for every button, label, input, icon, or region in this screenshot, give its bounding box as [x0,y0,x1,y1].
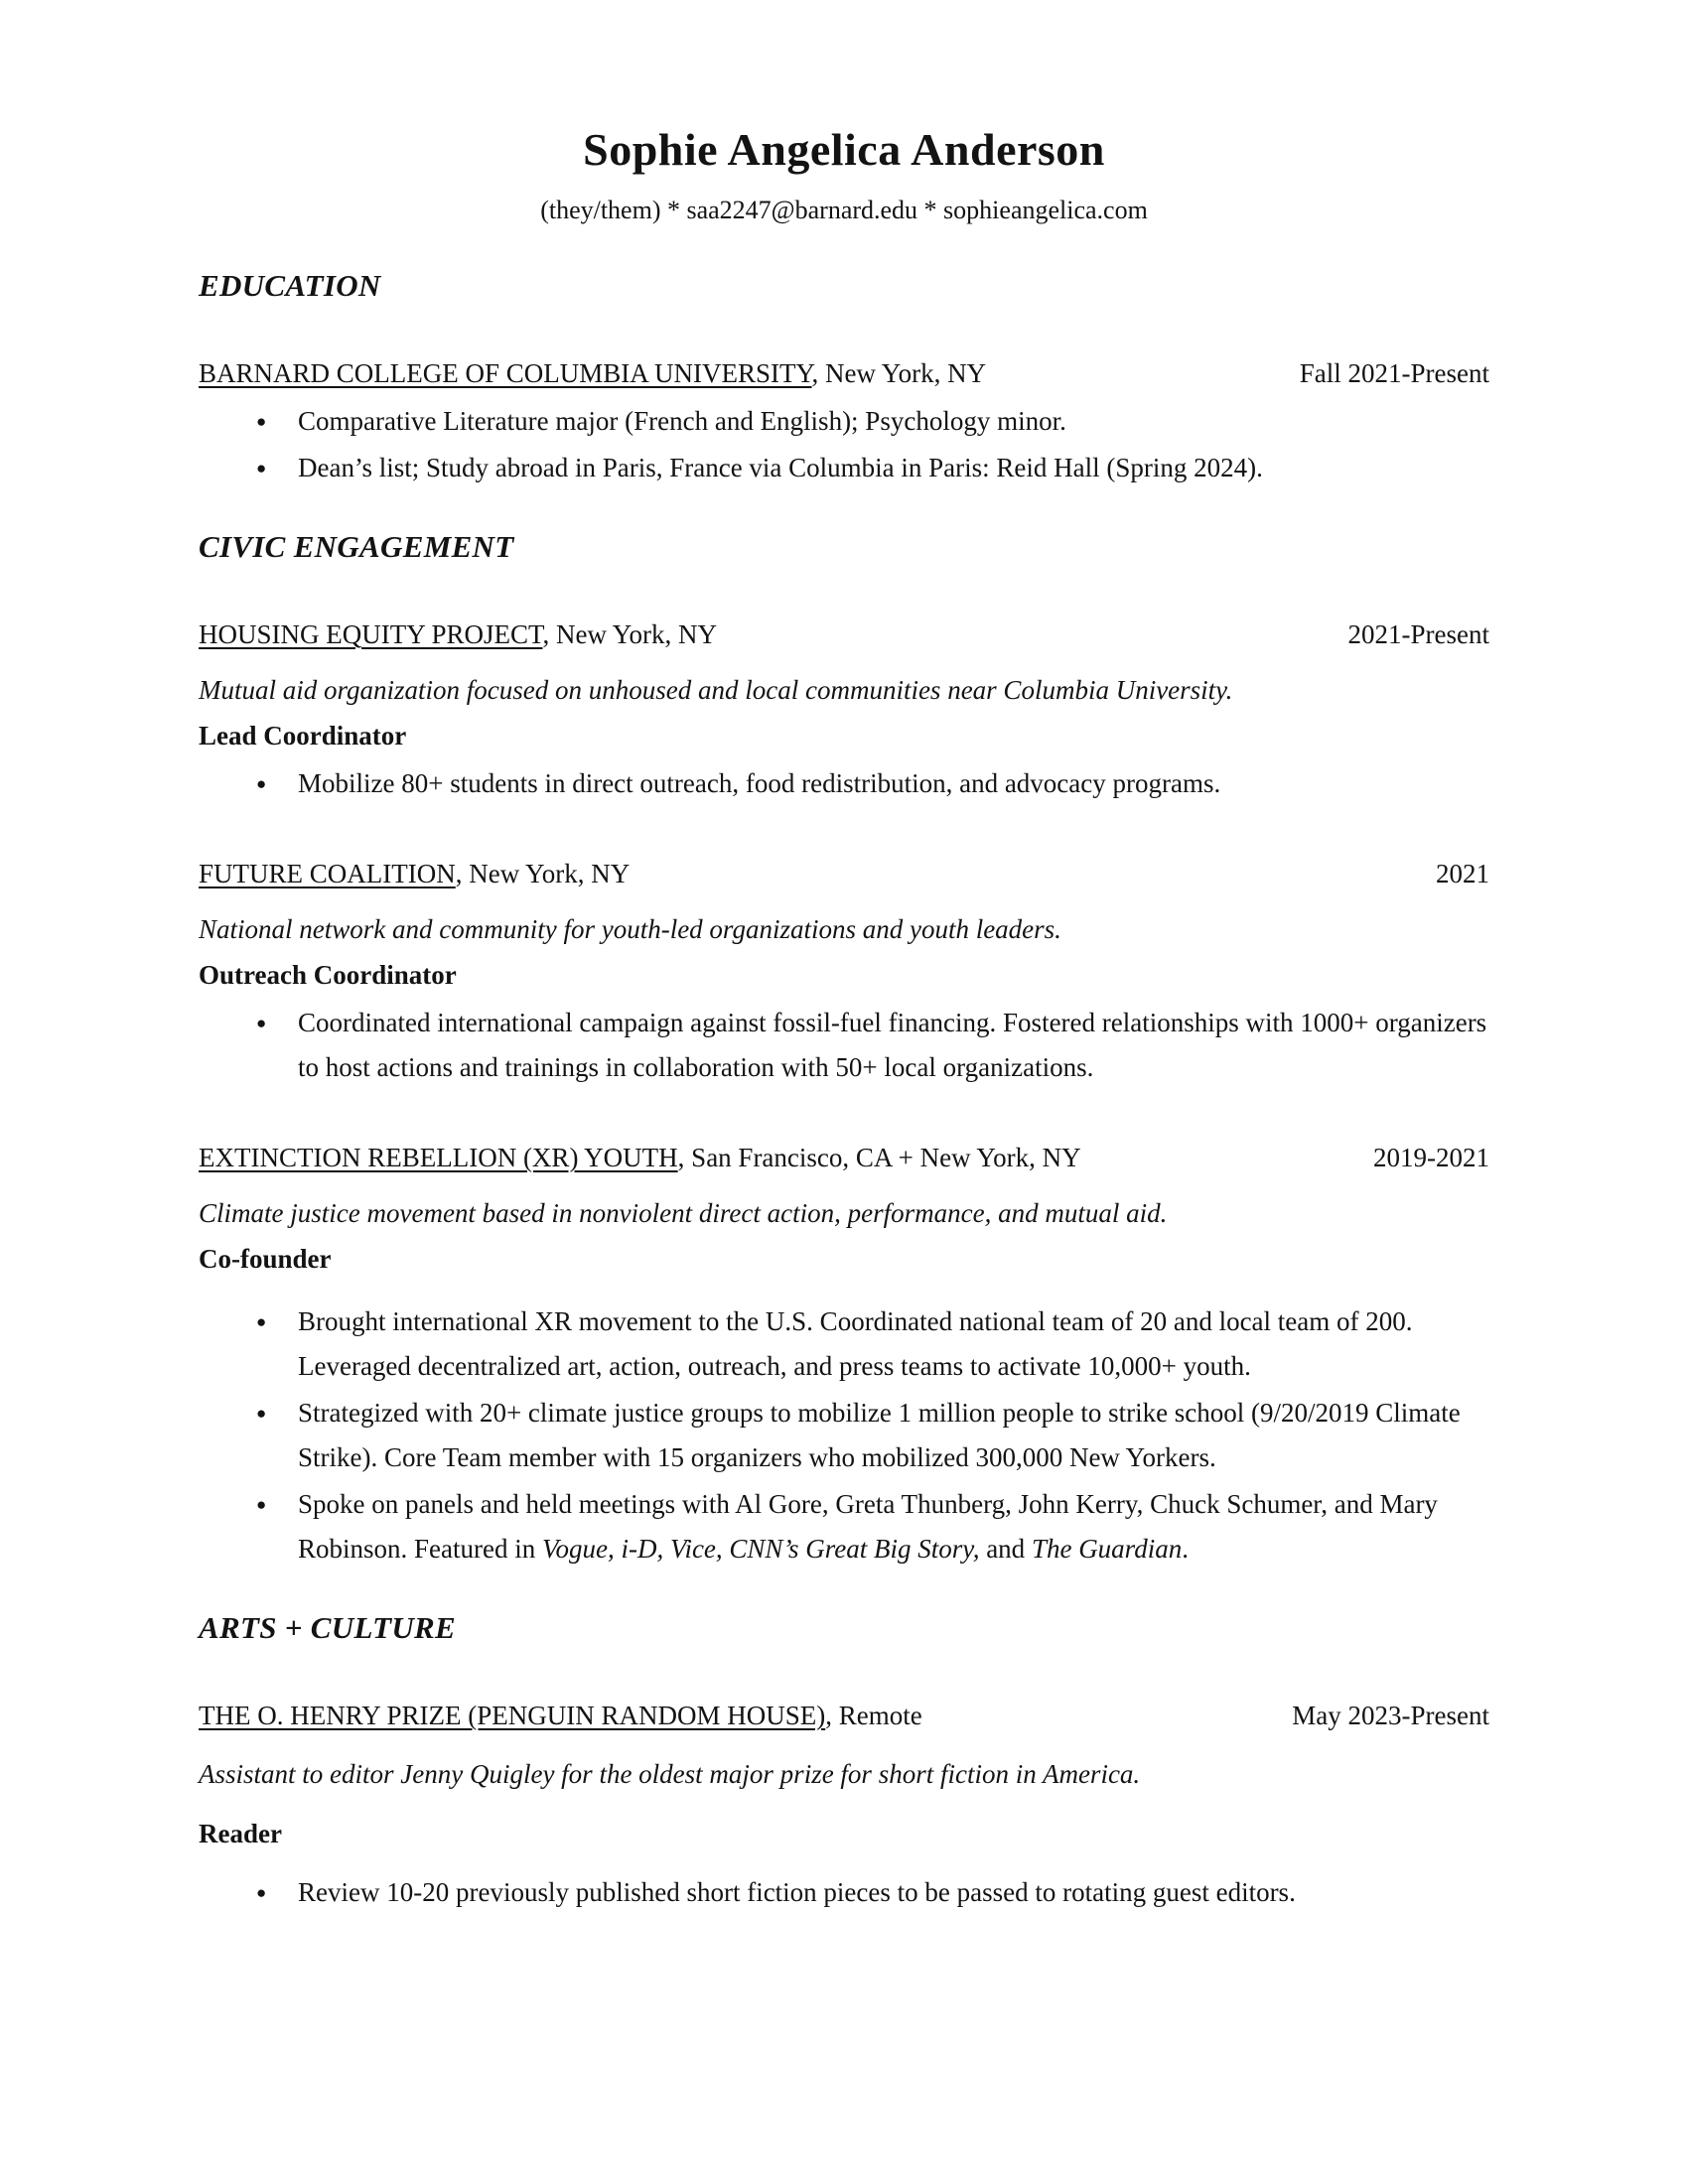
bullet-item: ● Review 10-20 previously published short fiction pieces to be passed to rotating guest editors. [199,1870,1489,1915]
entry-header [199,1136,1489,1180]
org-name: THE O. HENRY PRIZE (PENGUIN RANDOM HOUSE) [199,1701,826,1731]
org-name: BARNARD COLLEGE OF COLUMBIA UNIVERSITY [199,357,812,388]
bullet-italic-segment: Vogue, i-D, Vice, CNN’s Great Big Story, [541,1533,980,1564]
person-name: Sophie Angelica Anderson [583,124,1105,175]
org-location: , New York, NY [455,858,631,888]
section-heading-education: EDUCATION [199,267,381,303]
entry-future-coalition [199,852,1489,1090]
org-line [199,351,1270,396]
entry-date: May 2023-Present [1292,1701,1489,1731]
section-heading-arts-culture: ARTS + CULTURE [199,1609,457,1645]
bullet-item [199,1482,1489,1571]
contact-line: (they/them) * saa2247@barnard.edu * sophieangelica.com [540,195,1148,224]
bullet-list [199,399,1489,490]
org-location: , New York, NY [542,618,718,649]
entry-date: 2021-Present [1347,618,1489,649]
bullet-item: ● Comparative Literature major (French and English); Psychology minor. [199,399,1489,444]
bullet-item: ● Strategized with 20+ climate justice groups to mobilize 1 million people to strike school (9/20/2019 Climate Strike). Core Team member with 15 organizers who mobilized 300,000 New Yorkers. [199,1391,1489,1480]
org-line [199,613,1319,657]
entry-date: Fall 2021-Present [1299,357,1489,388]
entry-description: National network and community for youth-led organizations and youth leaders. [199,913,1061,944]
resume-header [199,121,1489,229]
entry-header [199,1694,1489,1738]
entry-o-henry-prize [199,1694,1489,1915]
entry-barnard [199,351,1489,490]
bullet-list [199,1299,1489,1571]
org-line [199,1136,1343,1180]
org-location: , Remote [825,1701,922,1731]
entry-header [199,613,1489,657]
entry-date: 2021 [1436,858,1489,888]
bullet-text-segment: . [1182,1533,1189,1564]
entry-date: 2019-2021 [1373,1142,1489,1172]
org-location: , New York, NY [811,357,987,388]
bullet-list [199,1001,1489,1090]
entry-header [199,852,1489,896]
entry-role: Reader [199,1819,282,1849]
entry-role: Outreach Coordinator [199,959,457,990]
bullet-item: ● Dean’s list; Study abroad in Paris, France via Columbia in Paris: Reid Hall (Spring 2024). [199,446,1489,490]
bullet-item: ● Coordinated international campaign against fossil-fuel financing. Fostered relationships with 1000+ organizers to host actions and trainings in collaboration with 50+ local organizations. [199,1001,1489,1090]
section-civic-engagement [199,528,1489,1571]
bullet-text-segment: Spoke on panels and held meetings with Al Gore, Greta Thunberg, John Kerry, Chuck Schumer, and Mary Robinson. Featured in [298,1488,1438,1564]
bullet-italic-segment: The Guardian [1031,1533,1183,1564]
org-name: EXTINCTION REBELLION (XR) YOUTH [199,1142,678,1172]
bullet-list [199,1870,1489,1915]
org-line [199,852,1406,896]
bullet-text-segment: and [979,1533,1032,1564]
bullet-item: ● Brought international XR movement to the U.S. Coordinated national team of 20 and local team of 200. Leveraged decentralized art, action, outreach, and press teams to activate 10,000+ youth. [199,1299,1489,1389]
entry-description: Assistant to editor Jenny Quigley for the oldest major prize for short fiction in America. [199,1759,1141,1790]
entry-description: Mutual aid organization focused on unhoused and local communities near Columbia University. [199,674,1233,705]
org-name: FUTURE COALITION [199,858,456,888]
entry-header [199,351,1489,396]
entry-description: Climate justice movement based in nonviolent direct action, performance, and mutual aid. [199,1197,1168,1228]
bullet-item: ● Mobilize 80+ students in direct outreach, food redistribution, and advocacy programs. [199,761,1489,806]
org-location: , San Francisco, CA + New York, NY [677,1142,1081,1172]
entry-role: Co-founder [199,1243,332,1274]
bullet-list [199,761,1489,806]
entry-role: Lead Coordinator [199,720,407,751]
entry-housing-equity-project [199,613,1489,806]
section-heading-civic-engagement: CIVIC ENGAGEMENT [199,528,514,564]
entry-extinction-rebellion-youth [199,1136,1489,1571]
org-line [199,1694,1262,1738]
section-education [199,267,1489,490]
org-name: HOUSING EQUITY PROJECT [199,618,543,649]
section-arts-culture [199,1609,1489,1915]
